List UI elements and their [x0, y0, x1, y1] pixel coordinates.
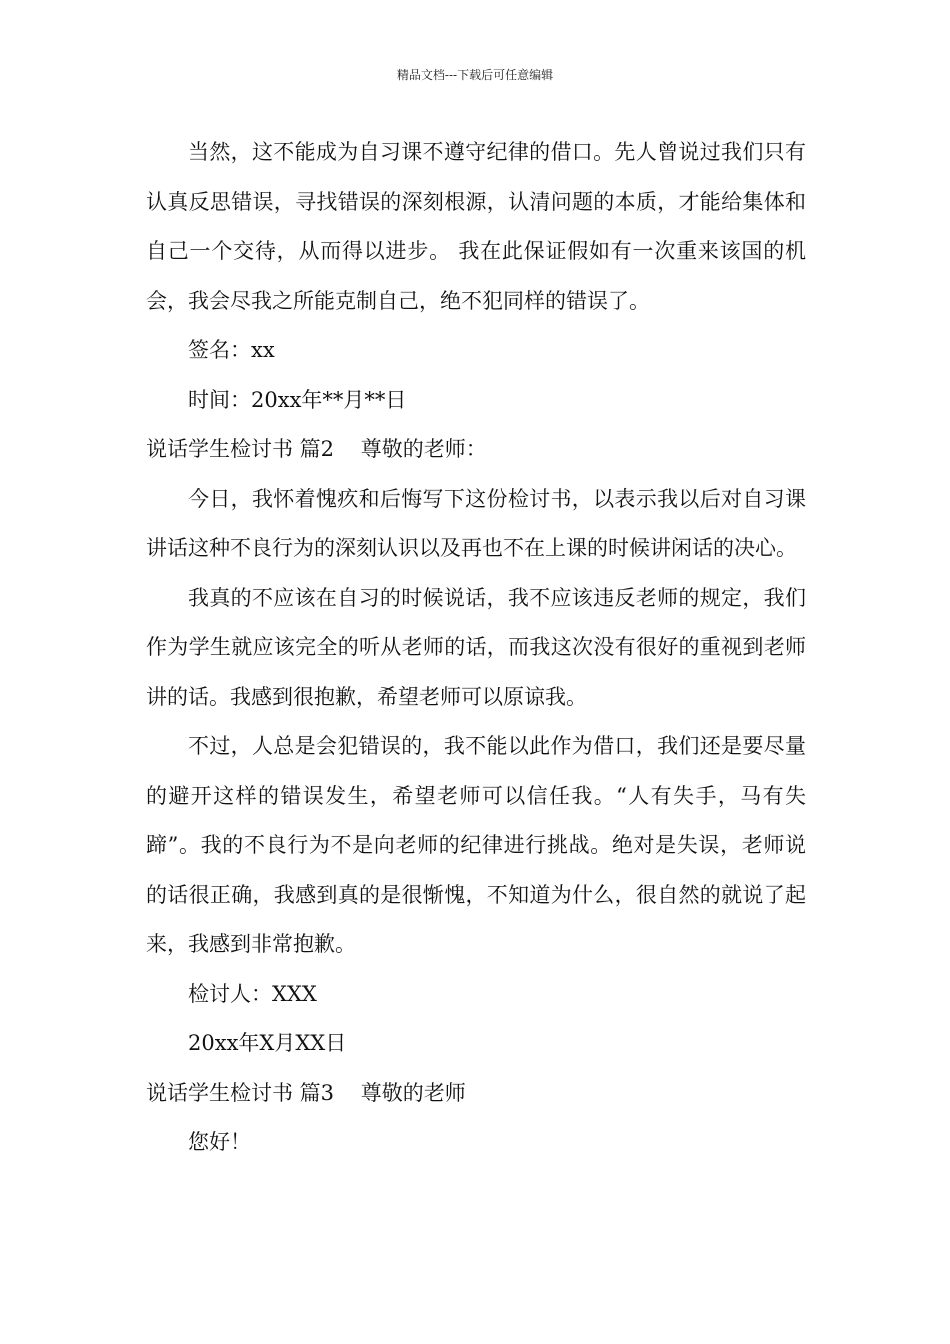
- section-title-2: 说话学生检讨书 篇2 尊敬的老师：: [146, 437, 487, 461]
- reviewer-line: 检讨人：XXX: [188, 981, 317, 1006]
- date-line: 时间：20xx年**月**日: [188, 387, 407, 412]
- paragraph-today: 今日，我怀着愧疚和后悔写下这份检讨书，以表示我以后对自习课讲话这种不良行为的深刻认识以及再也不在上课的时候讲闲话的决心。: [146, 486, 806, 560]
- page-header: 精品文档---下载后可任意编辑: [396, 68, 554, 82]
- paragraph-excuse: 当然，这不能成为自习课不遵守纪律的借口。先人曾说过我们只有认真反思错误，寻找错误的深刻根源，认清问题的本质，才能给集体和自己一个交待，从而得以进步。 我在此保证假如有一次重来该国的机会，我会尽我之所能克制自己，绝不犯同样的错误了。: [146, 140, 806, 313]
- date-line-2: 20xx年X月XX日: [188, 1031, 347, 1055]
- signature-line: 签名：xx: [188, 338, 275, 362]
- paragraph-however: 不过，人总是会犯错误的，我不能以此作为借口，我们还是要尽量的避开这样的错误发生，希望老师可以信任我。“人有失手，马有失蹄”。我的不良行为不是向老师的纪律进行挑战。绝对是失误，老师说的话很正确，我感到真的是很惭愧，不知道为什么，很自然的就说了起来，我感到非常抱歉。: [146, 734, 806, 956]
- document-body: [146, 128, 806, 1168]
- section-title-3: 说话学生检讨书 篇3 尊敬的老师: [146, 1080, 466, 1105]
- paragraph-should-not: 我真的不应该在自习的时候说话，我不应该违反老师的规定，我们作为学生就应该完全的听从老师的话，而我这次没有很好的重视到老师讲的话。我感到很抱歉，希望老师可以原谅我。: [146, 585, 806, 709]
- greeting-line: 您好！: [188, 1130, 251, 1154]
